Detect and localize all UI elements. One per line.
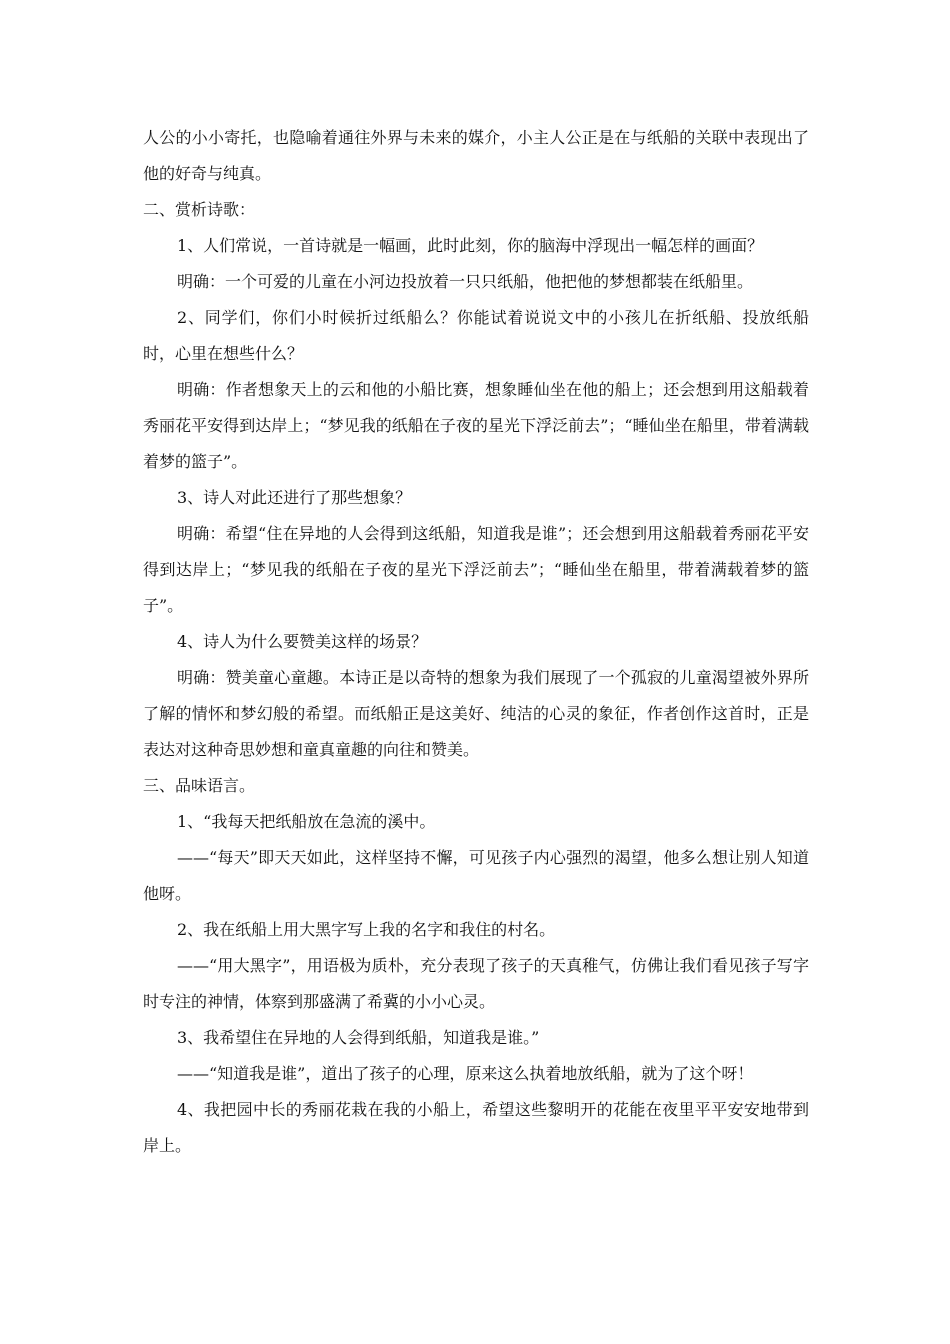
quote: 2、我在纸船上用大黑字写上我的名字和我住的村名。 [177,920,556,939]
question: 3、诗人对此还进行了那些想象？ [177,488,412,507]
question: 2、同学们，你们小时候折过纸船么？你能试着说说文中的小孩儿在折纸船、投放纸船时，心里在想些什么？ [143,308,809,363]
answer: 明确：一个可爱的儿童在小河边投放着一只只纸船，他把他的梦想都装在纸船里。 [177,272,754,291]
section-heading: 三、品味语言。 [143,776,256,795]
quote: 4、我把园中长的秀丽花栽在我的小船上，希望这些黎明开的花能在夜里平平安安地带到岸上。 [143,1100,809,1155]
quote: 1、“我每天把纸船放在急流的溪中。 [177,812,436,831]
question: 4、诗人为什么要赞美这样的场景？ [177,632,428,651]
answer: 明确：希望“住在异地的人会得到这纸船，知道我是谁”；还会想到用这船载着秀丽花平安得到达岸上；“梦见我的纸船在子夜的星光下浮泛前去”；“睡仙坐在船里，带着满载着梦的篮子”。 [143,524,809,615]
answer: 明确：作者想象天上的云和他的小船比赛，想象睡仙坐在他的船上；还会想到用这船载着秀丽花平安得到达岸上；“梦见我的纸船在子夜的星光下浮泛前去”；“睡仙坐在船里，带着满载着梦的篮子”。 [143,380,809,471]
answer: 明确：赞美童心童趣。本诗正是以奇特的想象为我们展现了一个孤寂的儿童渴望被外界所了解的情怀和梦幻般的希望。而纸船正是这美好、纯洁的心灵的象征，作者创作这首时，正是表达对这种奇思妙想和童真童趣的向往和赞美。 [143,668,809,759]
question: 1、人们常说，一首诗就是一幅画，此时此刻，你的脑海中浮现出一幅怎样的画面？ [177,236,764,255]
document-body [143,120,809,1164]
paragraph: 人公的小小寄托，也隐喻着通往外界与未来的媒介，小主人公正是在与纸船的关联中表现出了他的好奇与纯真。 [143,128,809,183]
commentary: ——“用大黑字”，用语极为质朴，充分表现了孩子的天真稚气，仿佛让我们看见孩子写字时专注的神情，体察到那盛满了希冀的小小心灵。 [143,956,809,1011]
commentary: ——“知道我是谁”，道出了孩子的心理，原来这么执着地放纸船，就为了这个呀！ [177,1064,754,1083]
quote: 3、我希望住在异地的人会得到纸船，知道我是谁。” [177,1028,540,1047]
commentary: ——“每天”即天天如此，这样坚持不懈，可见孩子内心强烈的渴望，他多么想让别人知道他呀。 [143,848,809,903]
section-heading: 二、赏析诗歌： [143,200,256,219]
